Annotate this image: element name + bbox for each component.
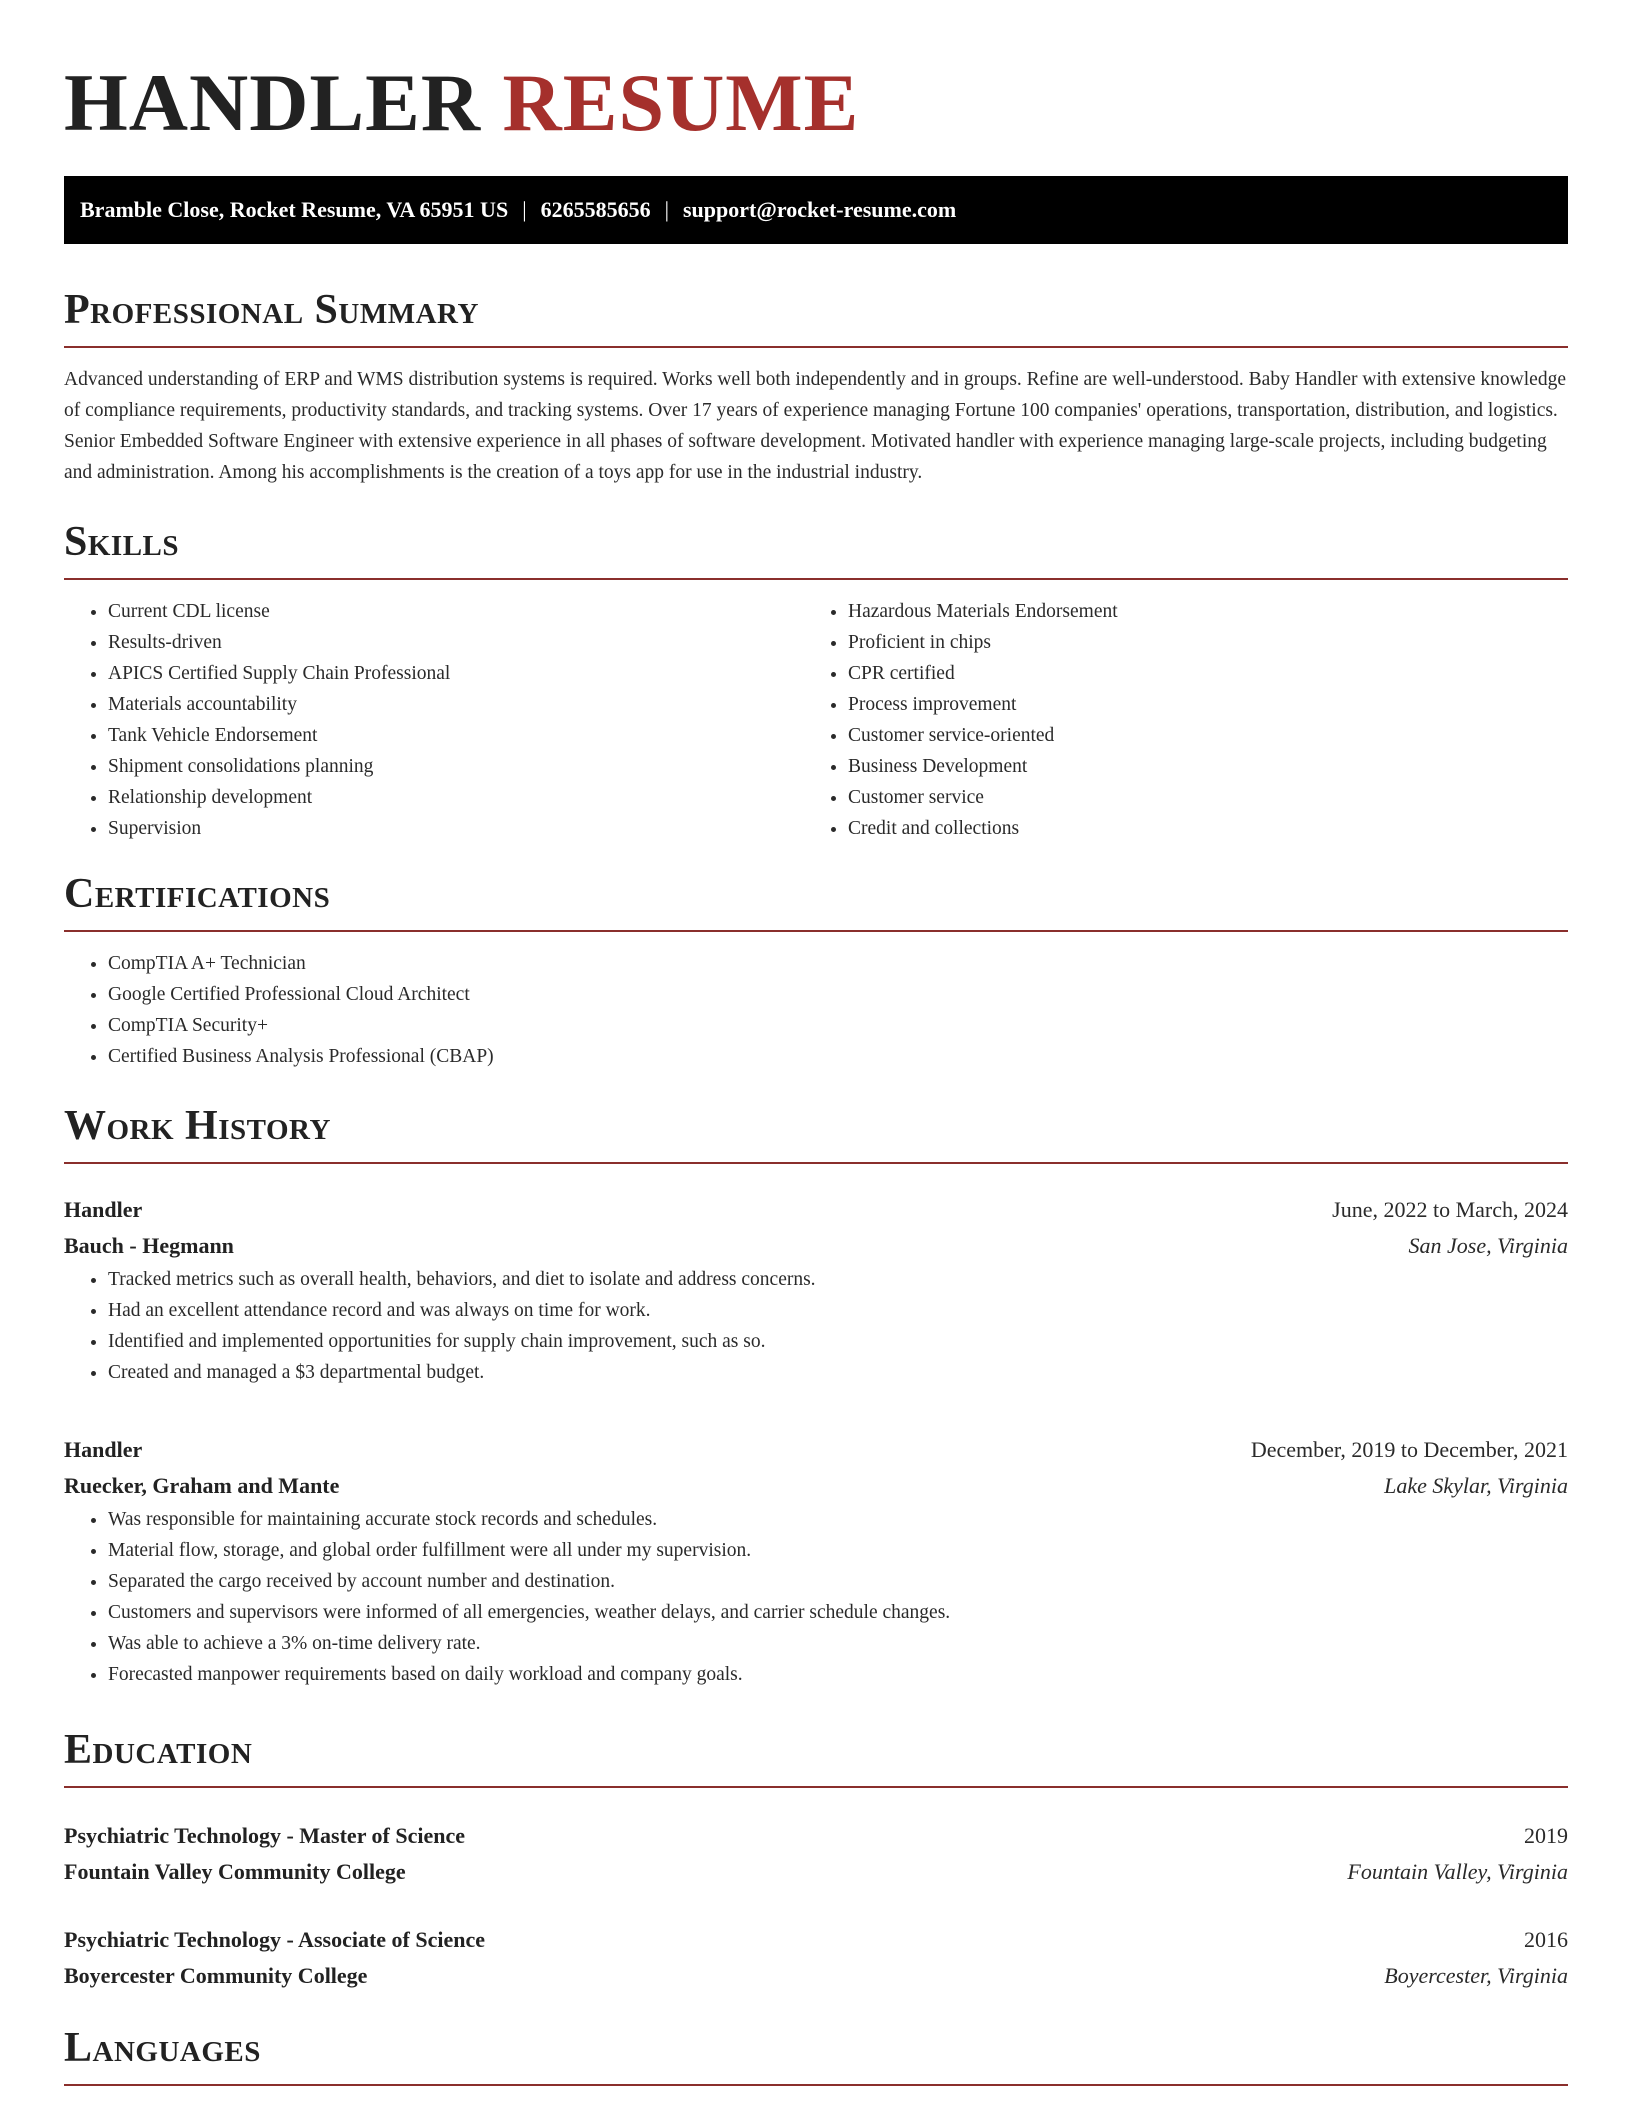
education-school: Fountain Valley Community College bbox=[64, 1859, 406, 1884]
name-first: HANDLER bbox=[64, 57, 482, 148]
section-title: Work History bbox=[64, 1103, 331, 1149]
skills-column-right bbox=[804, 596, 1568, 844]
list-item: • Google Certified Professional Cloud Architect bbox=[108, 979, 1568, 1010]
job-location: San Jose, Virginia bbox=[1408, 1233, 1568, 1258]
education-school-row bbox=[64, 1958, 1568, 1994]
list-item: • Tracked metrics such as overall health, behaviors, and diet to isolate and address concerns. bbox=[108, 1264, 1568, 1295]
section-divider bbox=[64, 578, 1568, 580]
list-item: • Customer service-oriented bbox=[848, 720, 1568, 751]
list-item: • Customers and supervisors were informed of all emergencies, weather delays, and carrier schedule changes. bbox=[108, 1597, 1568, 1628]
list-item: • Proficient in chips bbox=[848, 627, 1568, 658]
section-title: Professional Summary bbox=[64, 287, 479, 333]
skills-grid bbox=[64, 596, 1568, 844]
list-item: • Relationship development bbox=[108, 782, 804, 813]
list-item: • Tank Vehicle Endorsement bbox=[108, 720, 804, 751]
job-location: Lake Skylar, Virginia bbox=[1384, 1473, 1568, 1498]
job-company-row bbox=[64, 1468, 1568, 1504]
section-divider bbox=[64, 930, 1568, 932]
name-last: RESUME bbox=[502, 57, 860, 148]
education-school-row bbox=[64, 1854, 1568, 1890]
job-dates: June, 2022 to March, 2024 bbox=[1332, 1197, 1568, 1222]
list-item: • Certified Business Analysis Professional (CBAP) bbox=[108, 1041, 1568, 1072]
languages-section bbox=[64, 2022, 1568, 2086]
job-bullets bbox=[64, 1264, 1568, 1388]
education-section bbox=[64, 1724, 1568, 1788]
section-title: Certifications bbox=[64, 871, 331, 917]
job-company-row bbox=[64, 1228, 1568, 1264]
section-title: Languages bbox=[64, 2025, 261, 2071]
job-bullets bbox=[64, 1504, 1568, 1690]
list-item: • APICS Certified Supply Chain Professional bbox=[108, 658, 804, 689]
section-divider bbox=[64, 1162, 1568, 1164]
section-title: Skills bbox=[64, 519, 180, 565]
contact-email: support@rocket-resume.com bbox=[683, 197, 957, 222]
job-entry bbox=[64, 1192, 1568, 1388]
list-item: • Current CDL license bbox=[108, 596, 804, 627]
skills-section bbox=[64, 516, 1568, 844]
contact-address: Bramble Close, Rocket Resume, VA 65951 US bbox=[80, 197, 509, 222]
list-item: • Hazardous Materials Endorsement bbox=[848, 596, 1568, 627]
contact-bar bbox=[64, 176, 1568, 244]
education-entry bbox=[64, 1818, 1568, 1890]
skills-column-left bbox=[64, 596, 804, 844]
education-location: Boyercester, Virginia bbox=[1384, 1963, 1568, 1988]
list-item: • Forecasted manpower requirements based on daily workload and company goals. bbox=[108, 1659, 1568, 1690]
list-item: • Results-driven bbox=[108, 627, 804, 658]
list-item: • Materials accountability bbox=[108, 689, 804, 720]
list-item: • Material flow, storage, and global order fulfillment were all under my supervision. bbox=[108, 1535, 1568, 1566]
job-dates: December, 2019 to December, 2021 bbox=[1250, 1437, 1568, 1462]
list-item: • CompTIA A+ Technician bbox=[108, 948, 1568, 979]
job-company: Bauch - Hegmann bbox=[64, 1233, 234, 1258]
list-item: • Created and managed a $3 departmental budget. bbox=[108, 1357, 1568, 1388]
education-degree: Psychiatric Technology - Associate of Science bbox=[64, 1927, 486, 1952]
education-school: Boyercester Community College bbox=[64, 1963, 368, 1988]
list-item: • Identified and implemented opportunities for supply chain improvement, such as so. bbox=[108, 1326, 1568, 1357]
resume-name bbox=[64, 56, 859, 150]
contact-separator: | bbox=[522, 197, 527, 222]
education-location: Fountain Valley, Virginia bbox=[1347, 1859, 1568, 1884]
list-item: • Was responsible for maintaining accurate stock records and schedules. bbox=[108, 1504, 1568, 1535]
list-item: • Process improvement bbox=[848, 689, 1568, 720]
section-divider bbox=[64, 1786, 1568, 1788]
list-item: • CPR certified bbox=[848, 658, 1568, 689]
skills-list-right bbox=[804, 596, 1568, 844]
contact-separator: | bbox=[664, 197, 669, 222]
job-title: Handler bbox=[64, 1437, 143, 1462]
education-degree: Psychiatric Technology - Master of Science bbox=[64, 1823, 466, 1848]
list-item: • Credit and collections bbox=[848, 813, 1568, 844]
education-year: 2016 bbox=[1524, 1927, 1568, 1952]
list-item: • Customer service bbox=[848, 782, 1568, 813]
list-item: • Was able to achieve a 3% on-time delivery rate. bbox=[108, 1628, 1568, 1659]
summary-text: Advanced understanding of ERP and WMS distribution systems is required. Works well both independently and in groups. Refine are well-understood. Baby Handler with extensive knowledge of compliance requirements, productivity standards, and tracking systems. Over 17 years of experience managing Fortune 100 companies' operations, transportation, distribution, and logistics. Senior Embedded Software Engineer with extensive experience in all phases of software development. Motivated handler with experience managing large-scale projects, including budgeting and administration. Among his accomplishments is the creation of a toys app for use in the industrial industry. bbox=[64, 369, 1566, 483]
list-item: • CompTIA Security+ bbox=[108, 1010, 1568, 1041]
list-item: • Supervision bbox=[108, 813, 804, 844]
job-title: Handler bbox=[64, 1197, 143, 1222]
list-item: • Business Development bbox=[848, 751, 1568, 782]
section-divider bbox=[64, 2084, 1568, 2086]
list-item: • Separated the cargo received by account number and destination. bbox=[108, 1566, 1568, 1597]
contact-phone: 6265585656 bbox=[540, 197, 651, 222]
education-header-row bbox=[64, 1922, 1568, 1958]
job-entry bbox=[64, 1432, 1568, 1690]
certifications-section bbox=[64, 868, 1568, 1072]
education-header-row bbox=[64, 1818, 1568, 1854]
list-item: • Had an excellent attendance record and was always on time for work. bbox=[108, 1295, 1568, 1326]
job-header-row bbox=[64, 1432, 1568, 1468]
certifications-list bbox=[64, 948, 1568, 1072]
work-history-section bbox=[64, 1100, 1568, 1164]
list-item: • Shipment consolidations planning bbox=[108, 751, 804, 782]
job-company: Ruecker, Graham and Mante bbox=[64, 1473, 340, 1498]
summary-section bbox=[64, 284, 1568, 488]
section-title: Education bbox=[64, 1727, 253, 1773]
education-year: 2019 bbox=[1524, 1823, 1568, 1848]
education-entry bbox=[64, 1922, 1568, 1994]
job-header-row bbox=[64, 1192, 1568, 1228]
section-divider bbox=[64, 346, 1568, 348]
skills-list-left bbox=[64, 596, 804, 844]
